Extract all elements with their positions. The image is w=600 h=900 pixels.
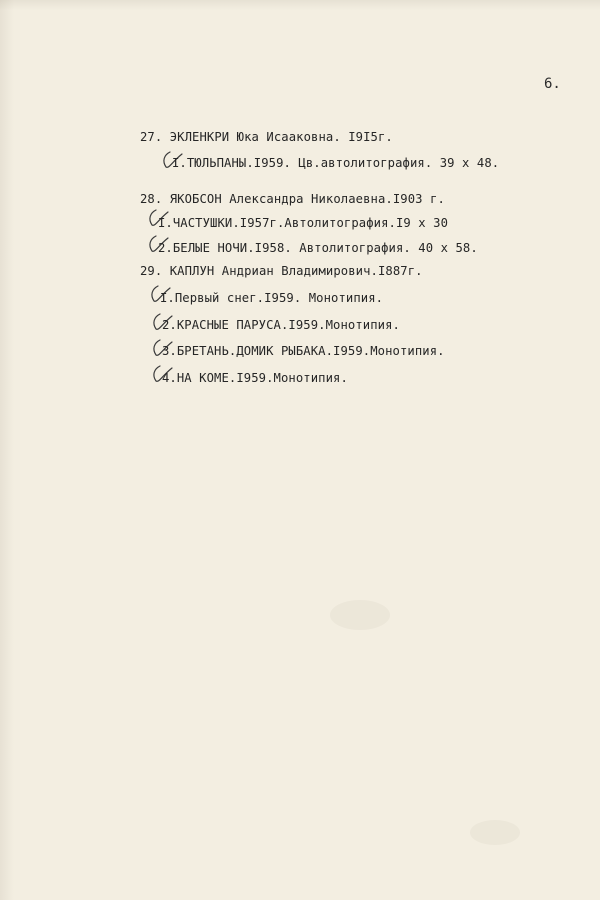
entry-heading-27: 27. ЭКЛЕНКРИ Юка Исааковна. I9I5г.: [140, 130, 393, 144]
entry-28-work-2: 2.БЕЛЫЕ НОЧИ.I958. Автолитография. 40 х 58.: [158, 241, 478, 255]
entry-28-work-1: I.ЧАСТУШКИ.I957г.Автолитография.I9 х 30: [158, 216, 449, 230]
entry-29-work-1: I.Первый снег.I959. Монотипия.: [160, 291, 384, 305]
entry-29-work-3: 3.БРЕТАНЬ.ДОМИК РЫБАКА.I959.Монотипия.: [162, 344, 445, 358]
page-number: 6.: [544, 76, 561, 92]
entry-27-work-1: I.ТЮЛЬПАНЫ.I959. Цв.автолитография. 39 х 48.: [172, 156, 500, 170]
entry-29-work-2: 2.КРАСНЫЕ ПАРУСА.I959.Монотипия.: [162, 318, 400, 332]
entry-heading-28: 28. ЯКОБСОН Александра Николаевна.I903 г.: [140, 192, 445, 206]
entry-29-work-4: 4.НА КОМЕ.I959.Монотипия.: [162, 371, 348, 385]
entry-heading-29: 29. КАПЛУН Андриан Владимирович.I887г.: [140, 264, 423, 278]
